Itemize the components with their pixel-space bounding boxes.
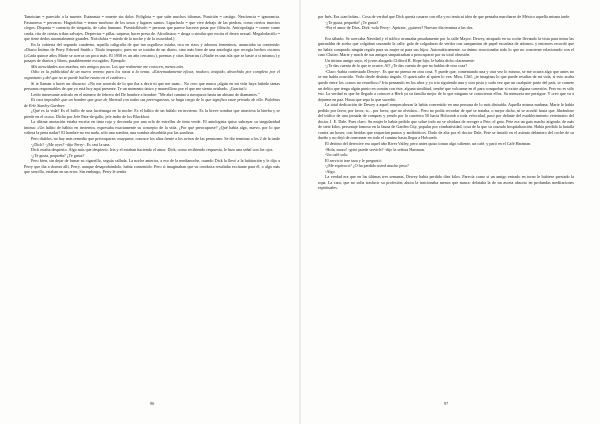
paragraph: Leído interesante artículo en el número de febrero del De hombre a hombre: "Me abrí camino a navajazos hasta un abismo de diamantes." bbox=[31, 91, 260, 97]
paragraph: Es casi imposible que un hombre que goce de libertad con todas sus prerrogativas, se haga cargo de lo que significa estar privado de ella. Palabras de Erle Stanley Gardner. bbox=[24, 97, 280, 108]
paragraph: -Un café solo. bbox=[325, 152, 349, 158]
paragraph: ¿Qué es la vida? Es el brillo de una luciérnaga en la noche. Es el hálito de un búfalo en invierno. Es la breve sombra que atraviesa la hierba y se pierde en el ocaso. Dicho por Jefe Pata-de-gallo, jefe indio de los Blackfoot. bbox=[24, 108, 280, 119]
paragraph: -Hola, mozo! -gritó puede servirle? -dijo la señora Hartman. bbox=[325, 146, 425, 152]
paragraph: -¿Te das cuenta de lo que te ocurre, Al? ¿Te das cuenta de que no hablas de otra cosa? bbox=[325, 63, 468, 69]
paragraph: Era sábado. Se acercaba Navidad y el tráfico avanzaba pesadamente por la calle Mayor. Dewey, atrapado en su coche llevando la vista para mirar las guirnaldas de acebo que colgaban cruzando la calle, gala de colgaduras de verdor con campanitas de papel escarlata de adornos, y entonces recordó que no había comprado ningún regalo para su mujer ni para sus hijos. Automáticamente, su ánimo reaccionaba todo lo que no concierne relacionado con el caso Clutter. Marie y much de sus amigos simpatizaban a preocuparse por su total obsesión. bbox=[318, 35, 574, 58]
paragraph: -Algo. bbox=[325, 168, 336, 174]
left-page-text bbox=[24, 14, 280, 390]
paragraph: -¿Dick? -¿Me oyes? -dijo Perry-. Es casi la una. bbox=[31, 141, 111, 147]
paragraph: La verdad era que en las últimas tres semanas, Dewey había perdido diez kilos. Parecía como si un amigo entrado en torno le hubiese prestado la ropa. La cara, que no solía traslucir su profesión, ahora la traicionaba menos que nunca: delataba la de un asceta absorto en profundas meditaciones espirituales. bbox=[318, 174, 574, 191]
paragraph: Mis atrocidades son muchas, mis amigos pocos. Los que realmente me conocen, menos aún. bbox=[31, 63, 184, 69]
paragraph: -¿Te gusta, pequeña? ¿Te gusta? bbox=[31, 152, 85, 158]
paragraph: El servicio trae taza y le preguntó: bbox=[325, 157, 382, 163]
paragraph: Pero diablos, no hay más remedio que preocuparse; muyparse, conosce los altas frente a los avisos de las pensiones: Se dio terminar a los 2 de la tarde bbox=[31, 136, 280, 142]
paragraph: -¿Me equivoco? ¿O ha perdido usted mucho peso? bbox=[325, 163, 409, 169]
paragraph: por Inés. Era «tan bobas... Cosa de verdad que Dick quería casarse con ella y no tenía ni idea de que pensaba marcharse de México aquella misma tarde. bbox=[318, 14, 571, 19]
paragraph: El destino del detective era aquel año River Valley, pero antes quiso tomar algo caliente, un café, y paró en el Café Hartman. bbox=[325, 141, 532, 147]
paragraph: Odio es la publicidad de un nuevo veneno para los ratas a la venta. «Extremadamente eficaz, inodoro, insípido, absorbido por completo por el organismo y del que no se puede hallar rastro en el cadáver.» bbox=[24, 69, 280, 81]
book-gutter bbox=[299, 0, 301, 424]
page-number: 97 bbox=[443, 401, 449, 406]
paragraph: Un íntimo amigo suyo, el joven abogado Clifford R. Hope hijo, le había dicho claramente: bbox=[325, 57, 475, 63]
paragraph: La total dedicación de Dewey a aquel rompecabezas la había convertido en una persona de lo más distraída. Aquella misma mañana, Marie le había pedido por favor, por favor, si... por favor, que no olvidara... Pero no podía recordar de qué se trataba, o mejor dicho, ni se acordó hasta que, librándose del tráfico de una jornada de compras y yendo por la carretera 50 hacia Holcomb a toda velocidad, pasó por delante del establecimiento veterinario del doctor J. E. Dale. Pues claro. Su mujer le había pedido que sobre todo no se olvidara de recoger a Pete, el gato. Pete era un gato macho atigrado, de más de siete kilos, personaje famoso en la fauna de Garden City, popular por combatividad, cosa de la que su cruzado hospitalización. Había perdido la batalla contra un boxer, con heridas que requerían puntos y antibióticos. Dado de alta por el doctor Dale, Pete se instaló en el asiento delantero del coche de su dueño y no dejó de ronronear en todo el camino hasta llegar a Holcomb. bbox=[318, 102, 574, 141]
right-page-text bbox=[318, 14, 574, 390]
paragraph: Si te llaman a hacer un discurso: «No me acuerdo de lo que iba a decir ni que me naan... No creo que nunca ¡algún en mi vida haya habido tantas personas responsables de que yo está hoy aquí presente. Te un momento único y maravilloso por el que me siento orishado. ¡Gracias!» bbox=[24, 80, 280, 92]
paragraph: -Por el amor de Dios, Dick -solo Perry-. Apúrate, ¿quieres? Nuestro día termina a las dos. bbox=[325, 25, 474, 31]
right-page bbox=[318, 14, 574, 406]
paragraph: Tanotoian = parecido a la muerte. Eutanasia = muerte sin dolor. Poliglota = que sabe muchos idiomas. Punición = castigo. Nesciencia = ignorancia. Fastuoreso = pervarso. Hagiofobia = temor morboso de los ursos y lugares santos. Ligurfusfo = que vive debajo de las piedras, como ciertos insectos ciegos. Disparia = carencia de simpatía, de calor humano. Pseudoflósofo = persona que parece hacerse pasar por filósofo. Antropofagia = comer carne cruda, rito de ciertas tribus salvajes. Depreciar = pillar, saquear, hacer presa de. Afrodisiaco = droga o similar que excita el deseo sexual. Megalodactilo = que tiene dedos anormalmente grandes. Nictofobia = miedo de la noche y de la oscuridad.) bbox=[24, 14, 280, 42]
page-number: 96 bbox=[149, 401, 155, 406]
paragraph: Pero bien, sin dejar de fumar su cigarrillo, seguía callada. La noche anterior, a eso de la medianoche, cuando Dick la llevó a la habitación y le dijo a Perry que iba a dormir allí, Perry, aunque desaprobándolo, había consentido. Pero si imaginaban que su conducta resultaba excitante para él, o algo más que sencillo, estaban en un error. Sin embargo, Perry le sentía bbox=[24, 158, 280, 175]
paragraph: Dick estaba despierto. Algo más que despierto. Iría y el estaban haciendo el amor. Dick, como recibiendo respuesta, le hizo una señal con los ojos. bbox=[31, 147, 274, 153]
paragraph: En la cubierta del segundo cuaderno, aquella caligrafía de que tan orgulloso estaba, rica en rizos y adornos femeninos, anunciaba su contenido: «Diario Íntimo de Perry Edward Smith.» Título impropio, pues no se trataba de un diario, sino más bien de una antología que recogía hechos oscuros («Cada quince años Marte se acerca un poco más. El 1958 es un año cercano»), poemas y citas literarias («Nadie es una isla que se baste a sí mismo») y pasajes de diarios y libros, pasablemente escogidos. Ejemplo: bbox=[24, 41, 280, 64]
paragraph: La última anotación estaba escrita en tinta roja y decorada por una orla de estrellas de tinta verde. El antologista quiso subrayar su singularidad íntima: «Un hálito de hábito en invierno» expresaba exactamente su concepto de la vida. ¿Por qué preocuparse? ¿Qué había algo, nuevo, por lo que valiera la pena nadar? El hombre no era nada, sólo una sombra, una sombra absorbida por las sombras. bbox=[24, 119, 280, 136]
left-page bbox=[24, 14, 280, 406]
paragraph: -¿Te gusta, pequeña? ¿Te gusta? bbox=[325, 19, 379, 25]
paragraph: -Claro -había contestado Dewey-. Es que no pienso en otra cosa. Y puede que, comentando una y otra vez lo mismo, se me ocurra algo que antes no se me había ocurrido. Verlo desde distinto ángulo. O quizá salte al quien lo vea. Mira, Cliff, ¿te imaginas lo que puede resultar de mi vida, si esto acaba quedo entre los «casos no resueltos»? Iría pensando en los años y yo iría siguiendo una y otra pista y cada vez que un cualquier parte del país, se comete un delito que tenga algún punto en común con éste, alguna similitud, tendré que volcarme en él para comprobar si existe alguna conexión. Pero no es sólo eso. La verdad es que he llegado a conocer a Herb ya su familia mejor de lo que ninguno se conocieron ellos. Su memoria me persigue. Y creo que va a dejarme en paz. Hasta que sepa lo que sucedió. bbox=[318, 68, 574, 102]
